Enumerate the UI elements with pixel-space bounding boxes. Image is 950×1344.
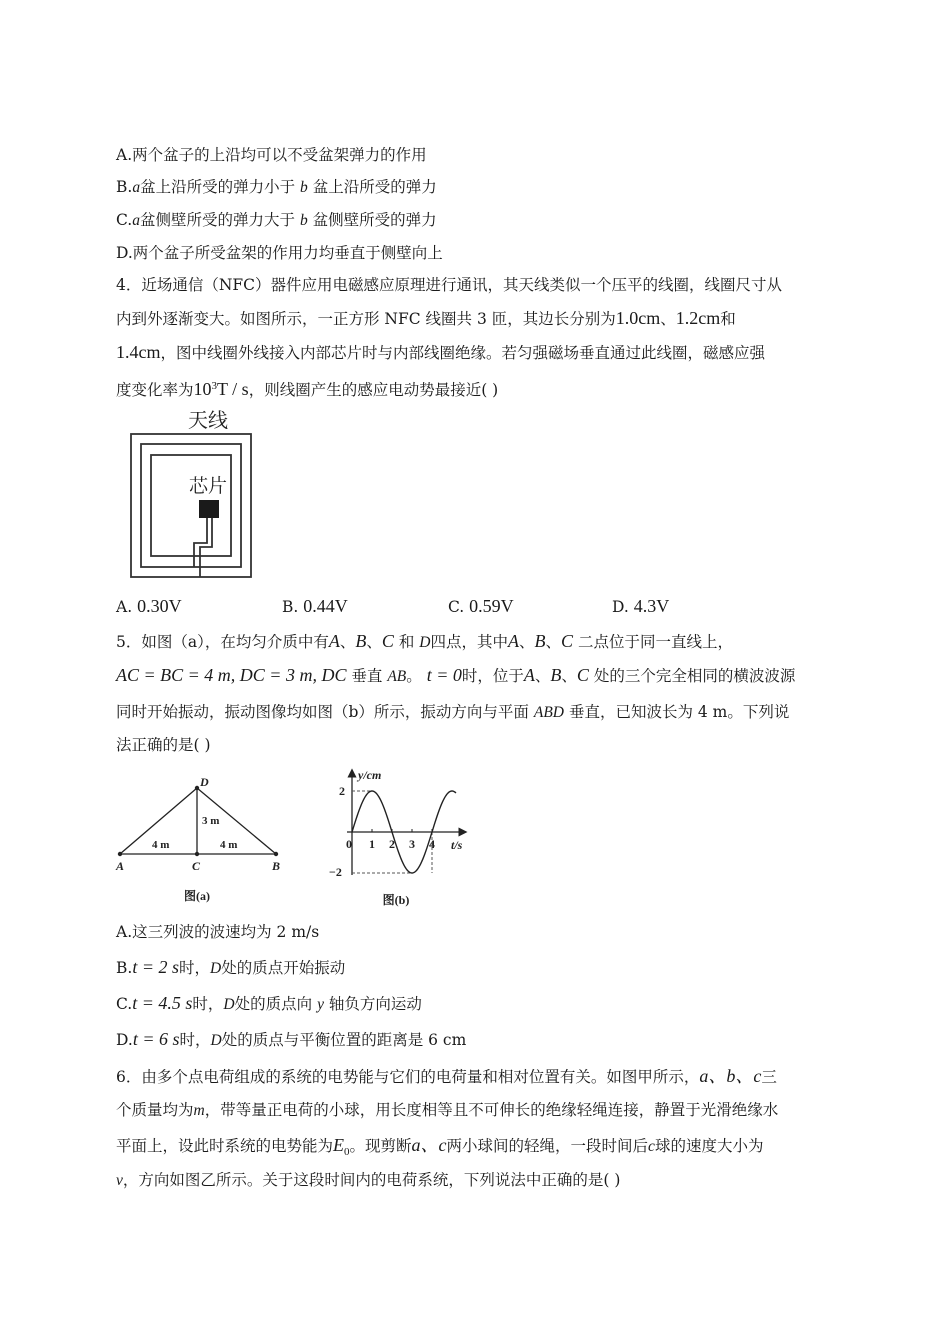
q5-line-1-end: 二点位于同一直线上，	[578, 633, 734, 651]
label-dc-length: 3 m	[202, 815, 220, 827]
q5-option-d-d: D	[210, 1032, 222, 1049]
label-cb-length: 4 m	[220, 839, 238, 851]
q6-ac: a、c	[411, 1135, 447, 1155]
q4-line-4-text: 度变化率为	[116, 381, 194, 400]
y-tick-bottom: −2	[329, 865, 342, 879]
q6-abc: a、b、c	[699, 1066, 762, 1086]
q5-point-a-3: A	[523, 665, 535, 685]
x-axis-label: t/s	[451, 838, 463, 852]
q5-option-d-end: 处的质点与平衡位置的距离是 6 cm	[221, 1031, 467, 1049]
q4-option-a	[116, 596, 182, 617]
q3-option-c	[116, 208, 437, 233]
q5-equation: AC = BC = 4 m, DC = 3 m, DC	[116, 665, 347, 685]
q6-line-4-text: ，方向如图乙所示。关于这段时间内的电荷系统，下列说法中正确的是( )	[122, 1171, 621, 1189]
q6-line-3-text: 平面上，设此时系统的电势能为	[116, 1137, 334, 1155]
q4-line-4	[116, 374, 498, 402]
q5-option-d	[116, 1027, 466, 1053]
q3-option-a: A.两个盆子的上沿均可以不受盆架弹力的作用	[116, 146, 427, 164]
q4-side-1: 1.0cm	[615, 308, 661, 328]
q5-line-2-mid: 时，位于	[461, 667, 524, 685]
q5-sep-4: 、	[545, 633, 562, 651]
q4-line-3-text: ，图中线圈外线接入内部芯片时与内部线圈绝缘。若匀强磁场垂直通过此线圈，磁感应强	[160, 344, 766, 362]
q6-line-3-mid: 。现剪断	[349, 1137, 412, 1155]
q6-m: m	[193, 1102, 205, 1119]
q5-option-d-label: D.	[116, 1031, 133, 1049]
q5-line-1-mid: 四点，其中	[430, 633, 509, 651]
point-c-dot	[195, 852, 199, 856]
x-tick-label: 0	[346, 837, 352, 851]
x-tick-label: 1	[369, 837, 375, 851]
q3-option-c-end: 盆侧壁所受的弹力	[312, 211, 437, 229]
q5-sep-3: 、	[519, 633, 535, 651]
q6-e0-sub: 0	[344, 1146, 350, 1159]
x-tick-label: 4	[429, 837, 435, 851]
q5-option-c	[116, 991, 422, 1017]
q4-rate-unit: T / s	[217, 379, 249, 400]
q5-option-d-time: t = 6 s	[132, 1029, 180, 1049]
q4-option-c-value: 0.59V	[469, 596, 514, 616]
point-d-dot	[195, 786, 199, 790]
q4-side-2: 1.2cm	[675, 308, 721, 328]
chip-label: 芯片	[188, 476, 228, 497]
q4-option-b-label: B.	[282, 598, 299, 616]
q3-option-b	[116, 175, 437, 200]
q5-ab: AB	[387, 668, 407, 685]
q5-option-c-text: 时，	[192, 995, 224, 1013]
q3-option-b-a: a	[132, 179, 141, 196]
q5-line-2: AC = BC = 4 m, DC = 3 m, DC 垂直 AB。 t = 0时，位于A、B、C 处的三个完全相同的横波波源	[116, 665, 796, 685]
q5-option-b-label: B.	[116, 959, 133, 977]
label-c: C	[192, 859, 201, 873]
q5-line-3-text: 同时开始振动，振动图像均如图（b）所示，振动方向与平面	[116, 703, 529, 721]
q5-option-b	[116, 955, 345, 981]
x-tick-label: 2	[389, 837, 395, 851]
q6-e0: E	[333, 1135, 345, 1155]
q5-option-b-time: t = 2 s	[132, 957, 179, 977]
q3-option-b-text: 盆上沿所受的弹力小于	[140, 178, 296, 196]
q5-option-b-d: D	[210, 960, 222, 977]
q5-option-c-end: 轴负方向运动	[328, 995, 422, 1013]
nfc-coil-figure	[128, 405, 254, 585]
q5-line-1	[116, 629, 733, 655]
chip-square	[199, 500, 219, 518]
point-b-dot	[274, 852, 278, 856]
triangle-figure	[110, 774, 290, 906]
q4-option-d-value: 4.3V	[633, 596, 670, 616]
chip-lead-2	[200, 517, 212, 577]
q4-rate-base: 10	[193, 379, 212, 400]
q3-option-b-end: 盆上沿所受的弹力	[312, 178, 437, 196]
q4-option-b	[282, 596, 348, 617]
q5-option-c-mid: 处的质点向	[234, 995, 313, 1013]
q6-line-3	[116, 1133, 763, 1164]
q3-option-c-label: C.	[116, 211, 133, 229]
q4-sep: 、	[660, 310, 676, 328]
q4-option-d-label: D.	[612, 598, 629, 616]
q3-option-b-b: b	[300, 179, 308, 196]
q6-c: c	[648, 1138, 655, 1155]
q5-option-c-label: C.	[116, 995, 133, 1013]
x-tick-label: 3	[409, 837, 415, 851]
q3-option-c-text: 盆侧壁所受的弹力大于	[139, 211, 295, 229]
q4-line-2-text: 内到外逐渐变大。如图所示，一正方形 NFC 线圈共 3 匝，其边长分别为	[116, 310, 616, 328]
point-a-dot	[118, 852, 122, 856]
q5-point-c-2: C	[561, 631, 574, 651]
q4-option-a-label: A.	[116, 598, 133, 616]
q4-option-c	[448, 596, 514, 617]
q6-line-1	[116, 1064, 777, 1089]
q5-line-4: 法正确的是( )	[116, 736, 211, 754]
q5-and: 和	[398, 633, 415, 651]
q4-line-3	[116, 340, 765, 365]
q5-perp: 垂直	[351, 667, 383, 685]
q5-option-c-y: y	[317, 996, 324, 1013]
q5-sep-6: 、	[561, 667, 577, 685]
q4-rate-exp: 3	[211, 380, 218, 392]
q5-option-b-end: 处的质点开始振动	[221, 959, 346, 977]
q5-point-b-2: B	[534, 631, 546, 651]
antenna-label: 天线	[188, 410, 228, 432]
q4-line-2	[116, 306, 736, 331]
label-ac-length: 4 m	[152, 839, 170, 851]
y-tick-top: 2	[339, 784, 345, 798]
q6-line-1-text: 6．由多个点电荷组成的系统的电势能与它们的电荷量和相对位置有关。如图甲所示，	[116, 1068, 700, 1086]
q5-point-b: B	[355, 631, 367, 651]
q6-line-3-mid2: 两小球间的轻绳，一段时间后	[446, 1137, 649, 1155]
q6-v: v	[116, 1172, 123, 1189]
q4-line-1: 4．近场通信（NFC）器件应用电磁感应原理进行通讯，其天线类似一个压平的线圈，线圈尺寸从	[116, 276, 783, 294]
q5-option-b-text: 时，	[178, 959, 210, 977]
q4-line-4-end: ，则线圈产生的感应电动势最接近( )	[248, 381, 499, 400]
q5-t0: t = 0	[426, 665, 462, 685]
q4-option-b-value: 0.44V	[303, 596, 348, 616]
q5-sep-5: 、	[534, 667, 551, 685]
q5-point-a-2: A	[508, 631, 520, 651]
q5-sep-1: 、	[339, 633, 356, 651]
q3-option-b-label: B.	[116, 178, 133, 196]
q4-option-a-value: 0.30V	[137, 596, 182, 616]
q3-option-d: D.两个盆子所受盆架的作用力均垂直于侧壁向上	[116, 244, 443, 262]
vibration-graph	[325, 765, 485, 910]
q3-option-c-a: a	[132, 212, 140, 229]
q5-point-c: C	[381, 631, 394, 651]
q4-option-d	[612, 596, 669, 617]
q5-line-3-end: 垂直，已知波长为 4 m。下列说	[568, 703, 790, 721]
label-d: D	[200, 775, 209, 789]
label-a: A	[116, 859, 125, 873]
q6-line-3-end: 球的速度大小为	[654, 1137, 764, 1155]
q5-option-d-text: 时，	[179, 1031, 211, 1049]
q5-point-a: A	[328, 631, 340, 651]
q4-and: 和	[720, 310, 736, 328]
q6-line-2-end: ，带等量正电荷的小球，用长度相等且不可伸长的绝缘轻绳连接，静置于光滑绝缘水	[204, 1101, 779, 1119]
figure-b-caption: 图(b)	[382, 893, 410, 907]
q5-option-a: A.这三列波的波速均为 2 m/s	[116, 923, 320, 941]
q6-line-2-text: 个质量均为	[116, 1101, 194, 1119]
q5-line-3	[116, 700, 789, 725]
q5-option-c-time: t = 4.5 s	[132, 993, 193, 1013]
coil-middle	[141, 444, 241, 567]
figure-a-caption: 图(a)	[184, 889, 210, 903]
q5-abd: ABD	[533, 704, 565, 721]
label-b: B	[272, 859, 281, 873]
q6-line-2	[116, 1098, 778, 1123]
q4-option-c-label: C.	[448, 598, 465, 616]
q4-side-3: 1.4cm	[116, 342, 161, 362]
q6-line-4	[116, 1168, 620, 1193]
q5-point-d: D	[419, 634, 431, 651]
q5-line-1-text: 5．如图（a），在均匀介质中有	[116, 633, 329, 651]
q5-line-2-end: 处的三个完全相同的横波波源	[593, 667, 796, 685]
q5-sep-2: 、	[366, 633, 382, 651]
q5-option-c-d: D	[223, 996, 235, 1013]
q6-line-1-end: 三	[761, 1068, 777, 1086]
q3-option-c-b: b	[299, 212, 308, 229]
q5-point-c-3: C	[576, 665, 589, 685]
y-axis-label: y/cm	[358, 768, 382, 782]
q5-point-b-3: B	[550, 665, 562, 685]
